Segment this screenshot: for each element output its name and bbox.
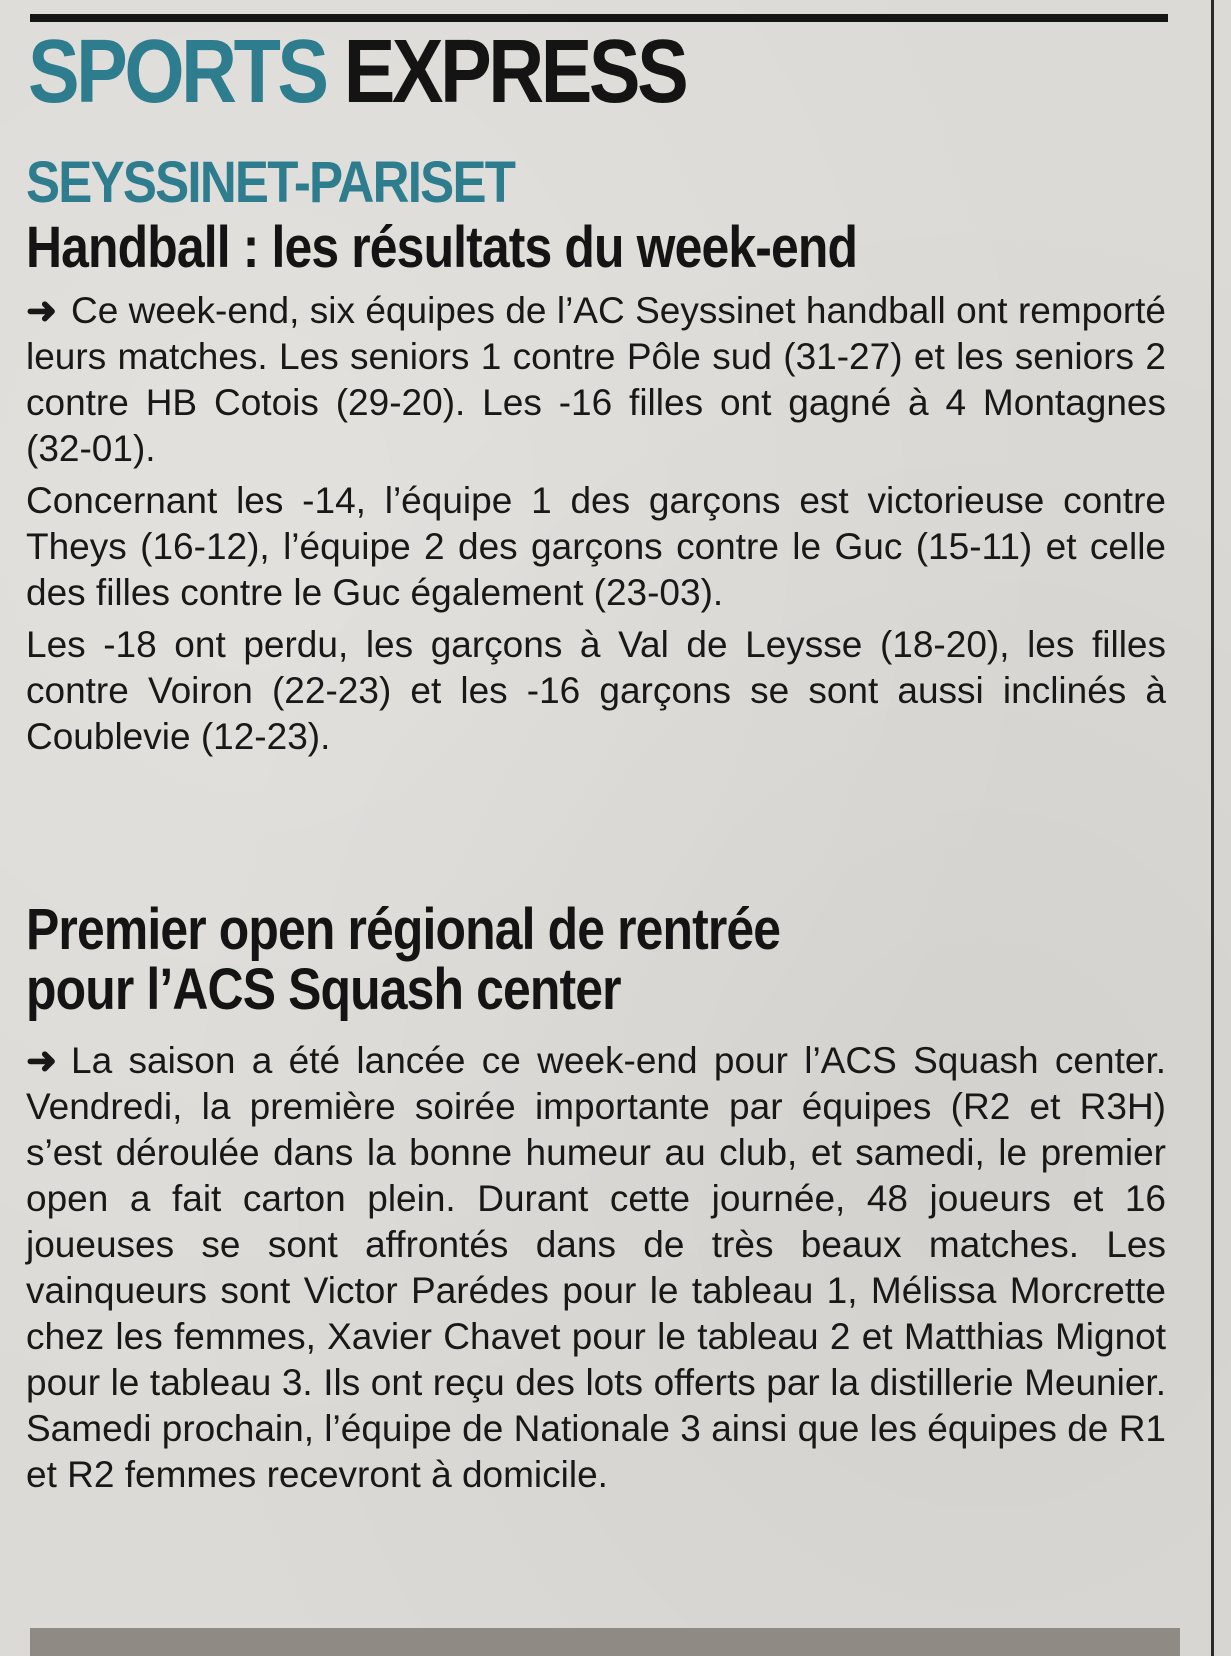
paragraph-text: La saison a été lancée ce week-end pour l’ACS Squash center. Vendredi, la première soirée importante par équipes (R2 et R3H) s’est déroulée dans la bonne humeur au club, et samedi, le premier open a fait carton plein. Durant cette journée, 48 joueurs et 16 joueuses se sont affrontés dans de très beaux matches. Les vainqueurs sont Victor Parédes pour le tableau 1, Mélissa Morcrette chez les femmes, Xavier Chavet pour le tableau 2 et Matthias Mignot pour le tableau 3. Ils ont reçu des lots offerts par la distillerie Meunier. Samedi prochain, l’équipe de Nationale 3 ainsi que les équipes de R1 et R2 femmes recevront à domicile.: [26, 1040, 1166, 1495]
article-handball: [26, 150, 1166, 766]
paragraph-text: Concernant les -14, l’équipe 1 des garçons est victorieuse contre Theys (16-12), l’équipe 2 des garçons contre le Guc (15-11) et celle des filles contre le Guc également (23-03).: [26, 480, 1166, 613]
bottom-rule: [30, 1628, 1180, 1656]
article-kicker: SEYSSINET-PARISET: [26, 150, 515, 215]
arrow-right-icon: ➜: [26, 1040, 58, 1081]
article-paragraph: [26, 622, 1166, 760]
article-paragraph: [26, 478, 1166, 616]
paragraph-text: Ce week-end, six équipes de l’AC Seyssinet handball ont remporté leurs matches. Les seniors 1 contre Pôle sud (31-27) et les seniors 2 contre HB Cotois (29-20). Les -16 filles ont gagné à 4 Montagnes (32-01).: [26, 290, 1166, 469]
masthead-express: EXPRESS: [343, 22, 686, 122]
article-headline: Handball : les résultats du week-end: [26, 215, 858, 280]
paragraph-text: Les -18 ont perdu, les garçons à Val de Leysse (18-20), les filles contre Voiron (22-23) et les -16 garçons se sont aussi inclinés à Coublevie (12-23).: [26, 624, 1166, 757]
masthead-sports: SPORTS: [28, 22, 326, 122]
article-squash: [26, 897, 1166, 1504]
section-masthead: [28, 22, 685, 122]
article-headline-line2: pour l’ACS Squash center: [26, 957, 621, 1022]
top-rule: [30, 14, 1168, 22]
article-body: [26, 288, 1166, 760]
article-paragraph: [26, 1038, 1166, 1498]
article-body: [26, 1038, 1166, 1498]
arrow-right-icon: ➜: [26, 290, 58, 331]
article-paragraph: [26, 288, 1166, 472]
article-headline-line1: Premier open régional de rentrée: [26, 897, 781, 962]
column-rule: [1211, 0, 1214, 1656]
